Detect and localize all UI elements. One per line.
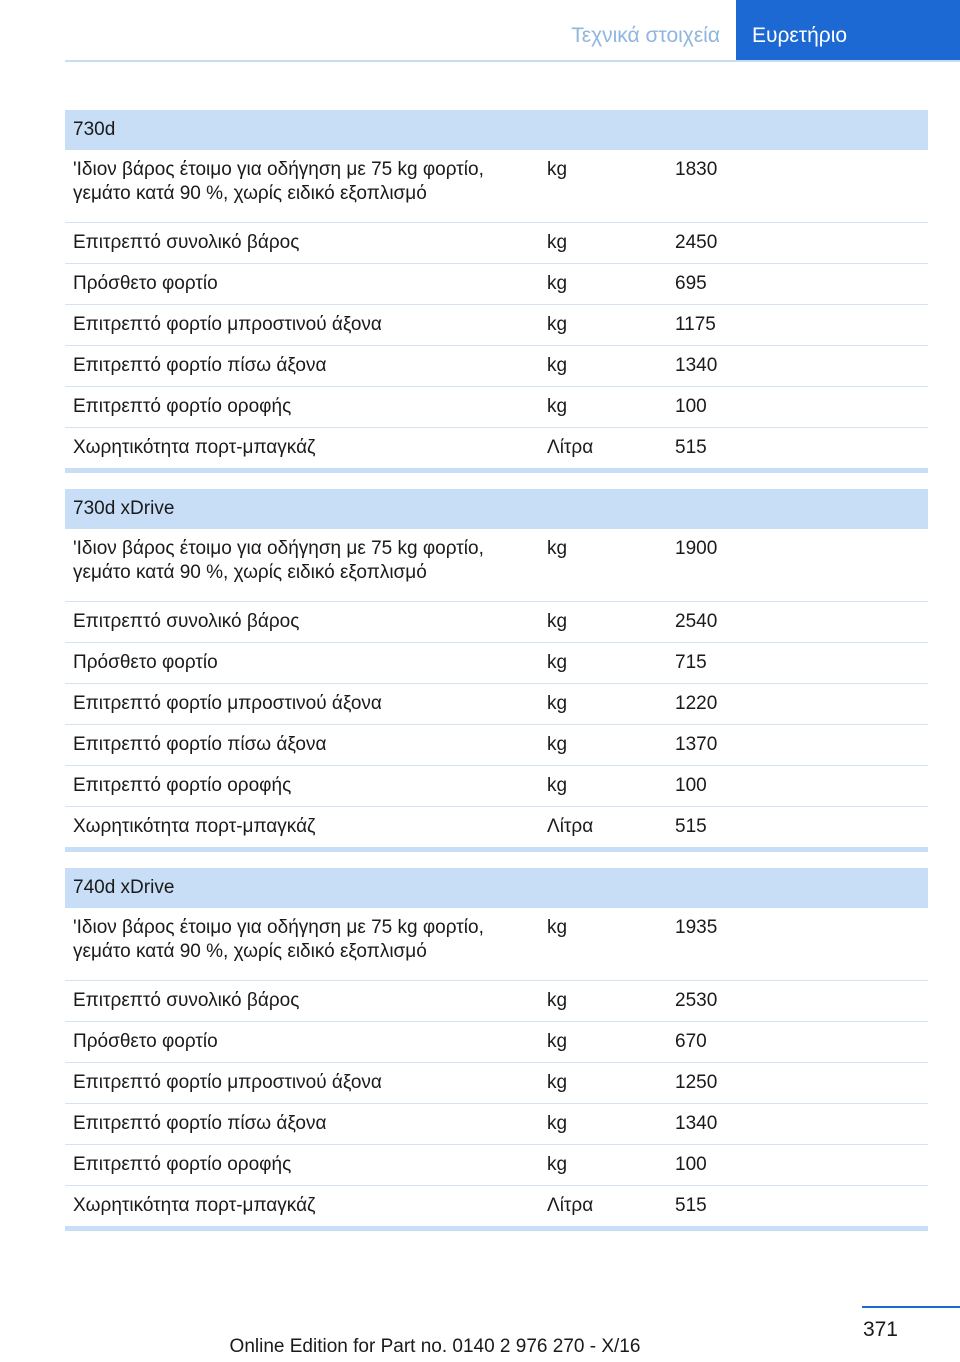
- table-title: 740d xDrive: [65, 868, 928, 908]
- row-value: 1900: [675, 538, 718, 559]
- row-value: 1370: [675, 734, 718, 755]
- table-row: [65, 1022, 928, 1063]
- spec-table-730d-xdrive: [65, 489, 928, 852]
- table-row: [65, 1063, 928, 1104]
- row-label: Επιτρεπτό φορτίο πίσω άξονα: [73, 355, 327, 376]
- table-row: [65, 1104, 928, 1145]
- table-row: [65, 346, 928, 387]
- table-row: [65, 766, 928, 807]
- row-label: Επιτρεπτό φορτίο μπροστινού άξονα: [73, 693, 382, 714]
- row-value: 100: [675, 775, 707, 796]
- table-row: [65, 725, 928, 766]
- row-label: Επιτρεπτό φορτίο οροφής: [73, 775, 292, 796]
- row-label: Πρόσθετο φορτίο: [73, 273, 218, 294]
- table-row: [65, 1186, 928, 1226]
- row-unit: Λίτρα: [547, 437, 594, 458]
- row-unit: kg: [547, 611, 568, 632]
- row-value: 670: [675, 1031, 707, 1052]
- row-value: 1340: [675, 355, 718, 376]
- row-label: 'Ιδιον βάρος έτοιμο για οδήγηση με 75 kg φορτίο, γεμάτο κατά 90 %, χωρίς ειδικό εξοπλισμό: [73, 917, 484, 962]
- section-tab-index[interactable]: [736, 0, 960, 62]
- table-row: [65, 529, 928, 602]
- row-value: 515: [675, 816, 707, 837]
- table-row: [65, 643, 928, 684]
- table-row: [65, 908, 928, 981]
- spec-table-730d: [65, 110, 928, 473]
- spec-table-740d-xdrive: [65, 868, 928, 1231]
- row-value: 1830: [675, 159, 718, 180]
- table-row: [65, 387, 928, 428]
- table-title: 730d: [65, 110, 928, 150]
- row-unit: kg: [547, 652, 568, 673]
- row-value: 2530: [675, 990, 718, 1011]
- table-row: [65, 150, 928, 223]
- row-unit: kg: [547, 538, 568, 559]
- row-unit: kg: [547, 1154, 568, 1175]
- table-footer-bar: [65, 1226, 928, 1231]
- row-unit: kg: [547, 917, 568, 938]
- row-label: Επιτρεπτό φορτίο πίσω άξονα: [73, 1113, 327, 1134]
- table-row: [65, 428, 928, 468]
- row-value: 100: [675, 396, 707, 417]
- table-row: [65, 305, 928, 346]
- row-unit: Λίτρα: [547, 1195, 594, 1216]
- row-value: 515: [675, 437, 707, 458]
- row-label: Επιτρεπτό συνολικό βάρος: [73, 990, 300, 1011]
- page-header: [65, 0, 960, 62]
- row-unit: kg: [547, 1072, 568, 1093]
- table-row: [65, 602, 928, 643]
- table-title: 730d xDrive: [65, 489, 928, 529]
- table-row: [65, 1145, 928, 1186]
- row-label: Χωρητικότητα πορτ-μπαγκάζ: [73, 437, 316, 458]
- row-unit: Λίτρα: [547, 816, 594, 837]
- row-unit: kg: [547, 734, 568, 755]
- row-value: 715: [675, 652, 707, 673]
- row-label: Χωρητικότητα πορτ-μπαγκάζ: [73, 816, 316, 837]
- footer-edition: [0, 1336, 960, 1358]
- row-label: Επιτρεπτό συνολικό βάρος: [73, 611, 300, 632]
- row-value: 1935: [675, 917, 718, 938]
- row-label: Πρόσθετο φορτίο: [73, 652, 218, 673]
- row-label: Επιτρεπτό συνολικό βάρος: [73, 232, 300, 253]
- section-tab-index-label: Ευρετήριο: [752, 24, 848, 47]
- row-unit: kg: [547, 355, 568, 376]
- row-unit: kg: [547, 1031, 568, 1052]
- row-value: 100: [675, 1154, 707, 1175]
- row-label: Επιτρεπτό φορτίο πίσω άξονα: [73, 734, 327, 755]
- row-value: 2540: [675, 611, 718, 632]
- header-divider: [65, 60, 960, 62]
- row-unit: kg: [547, 159, 568, 180]
- row-value: 1250: [675, 1072, 718, 1093]
- table-row: [65, 684, 928, 725]
- footer-text: Online Edition for Part no. 0140 2 976 270 - X/16: [229, 1336, 641, 1357]
- table-footer-bar: [65, 847, 928, 852]
- row-value: 1340: [675, 1113, 718, 1134]
- row-label: 'Ιδιον βάρος έτοιμο για οδήγηση με 75 kg φορτίο, γεμάτο κατά 90 %, χωρίς ειδικό εξοπλισμό: [73, 159, 484, 204]
- row-value: 2450: [675, 232, 718, 253]
- row-value: 1220: [675, 693, 718, 714]
- row-label: Επιτρεπτό φορτίο οροφής: [73, 1154, 292, 1175]
- row-label: 'Ιδιον βάρος έτοιμο για οδήγηση με 75 kg φορτίο, γεμάτο κατά 90 %, χωρίς ειδικό εξοπλισμό: [73, 538, 484, 583]
- row-value: 1175: [675, 314, 716, 335]
- row-unit: kg: [547, 314, 568, 335]
- table-row: [65, 223, 928, 264]
- row-unit: kg: [547, 273, 568, 294]
- row-unit: kg: [547, 1113, 568, 1134]
- row-label: Χωρητικότητα πορτ-μπαγκάζ: [73, 1195, 316, 1216]
- page-number: 371: [862, 1318, 898, 1341]
- row-unit: kg: [547, 775, 568, 796]
- table-footer-bar: [65, 468, 928, 473]
- table-row: [65, 264, 928, 305]
- row-unit: kg: [547, 990, 568, 1011]
- row-label: Επιτρεπτό φορτίο μπροστινού άξονα: [73, 314, 382, 335]
- row-unit: kg: [547, 232, 568, 253]
- table-row: [65, 807, 928, 847]
- row-value: 515: [675, 1195, 707, 1216]
- section-tab-technical-data[interactable]: Τεχνικά στοιχεία: [571, 24, 720, 47]
- row-unit: kg: [547, 693, 568, 714]
- row-unit: kg: [547, 396, 568, 417]
- row-label: Πρόσθετο φορτίο: [73, 1031, 218, 1052]
- row-value: 695: [675, 273, 707, 294]
- page-number-rule: [862, 1306, 960, 1308]
- row-label: Επιτρεπτό φορτίο οροφής: [73, 396, 292, 417]
- table-row: [65, 981, 928, 1022]
- row-label: Επιτρεπτό φορτίο μπροστινού άξονα: [73, 1072, 382, 1093]
